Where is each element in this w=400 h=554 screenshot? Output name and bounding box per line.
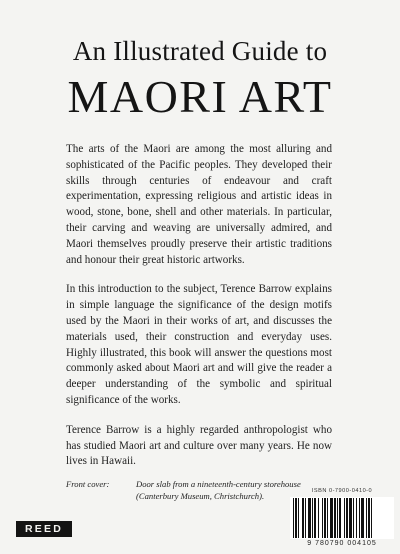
author-bio: Terence Barrow is a highly regarded anthropologist who has studied Maori art and culture over many years. He now lives in Hawaii. bbox=[66, 423, 332, 468]
publisher-logo: REED bbox=[16, 521, 72, 537]
blurb bbox=[66, 142, 332, 484]
title-line-1: An Illustrated Guide to bbox=[72, 36, 328, 66]
barcode-graphic bbox=[290, 497, 394, 539]
blurb-paragraph-2: In this introduction to the subject, Terence Barrow explains in simple language the significance of the design motifs used by the Maori in their works of art, and discusses the materials used, their construction and everyday uses. Highly illustrated, this book will answer the questions most commonly asked about Maori art and will give the reader a deeper understanding of the symbolic and spiritual significance of the works. bbox=[66, 283, 332, 406]
isbn-text: ISBN 0-7900-0410-0 bbox=[311, 488, 373, 494]
title-line-2: MAORI ART bbox=[67, 71, 333, 122]
blurb-paragraph-1: The arts of the Maori are among the most alluring and sophisticated of the Pacific peoples. They developed their skills through centuries of endeavour and craft experimentation, expressing religious and artistic ideas in wood, stone, bone, shell and other materials. In particular, their carving and weaving are universally admired, and Maori themselves proudly preserve their artistic traditions and honour their great historic artworks. bbox=[66, 143, 332, 266]
barcode-number: 9 780790 004105 bbox=[307, 540, 377, 547]
barcode bbox=[290, 497, 394, 539]
front-cover-label: Front cover: bbox=[66, 479, 110, 489]
front-cover-caption-line-2: (Canterbury Museum, Christchurch). bbox=[136, 491, 265, 501]
front-cover-caption-line-1: Door slab from a nineteenth-century storehouse bbox=[136, 479, 301, 489]
